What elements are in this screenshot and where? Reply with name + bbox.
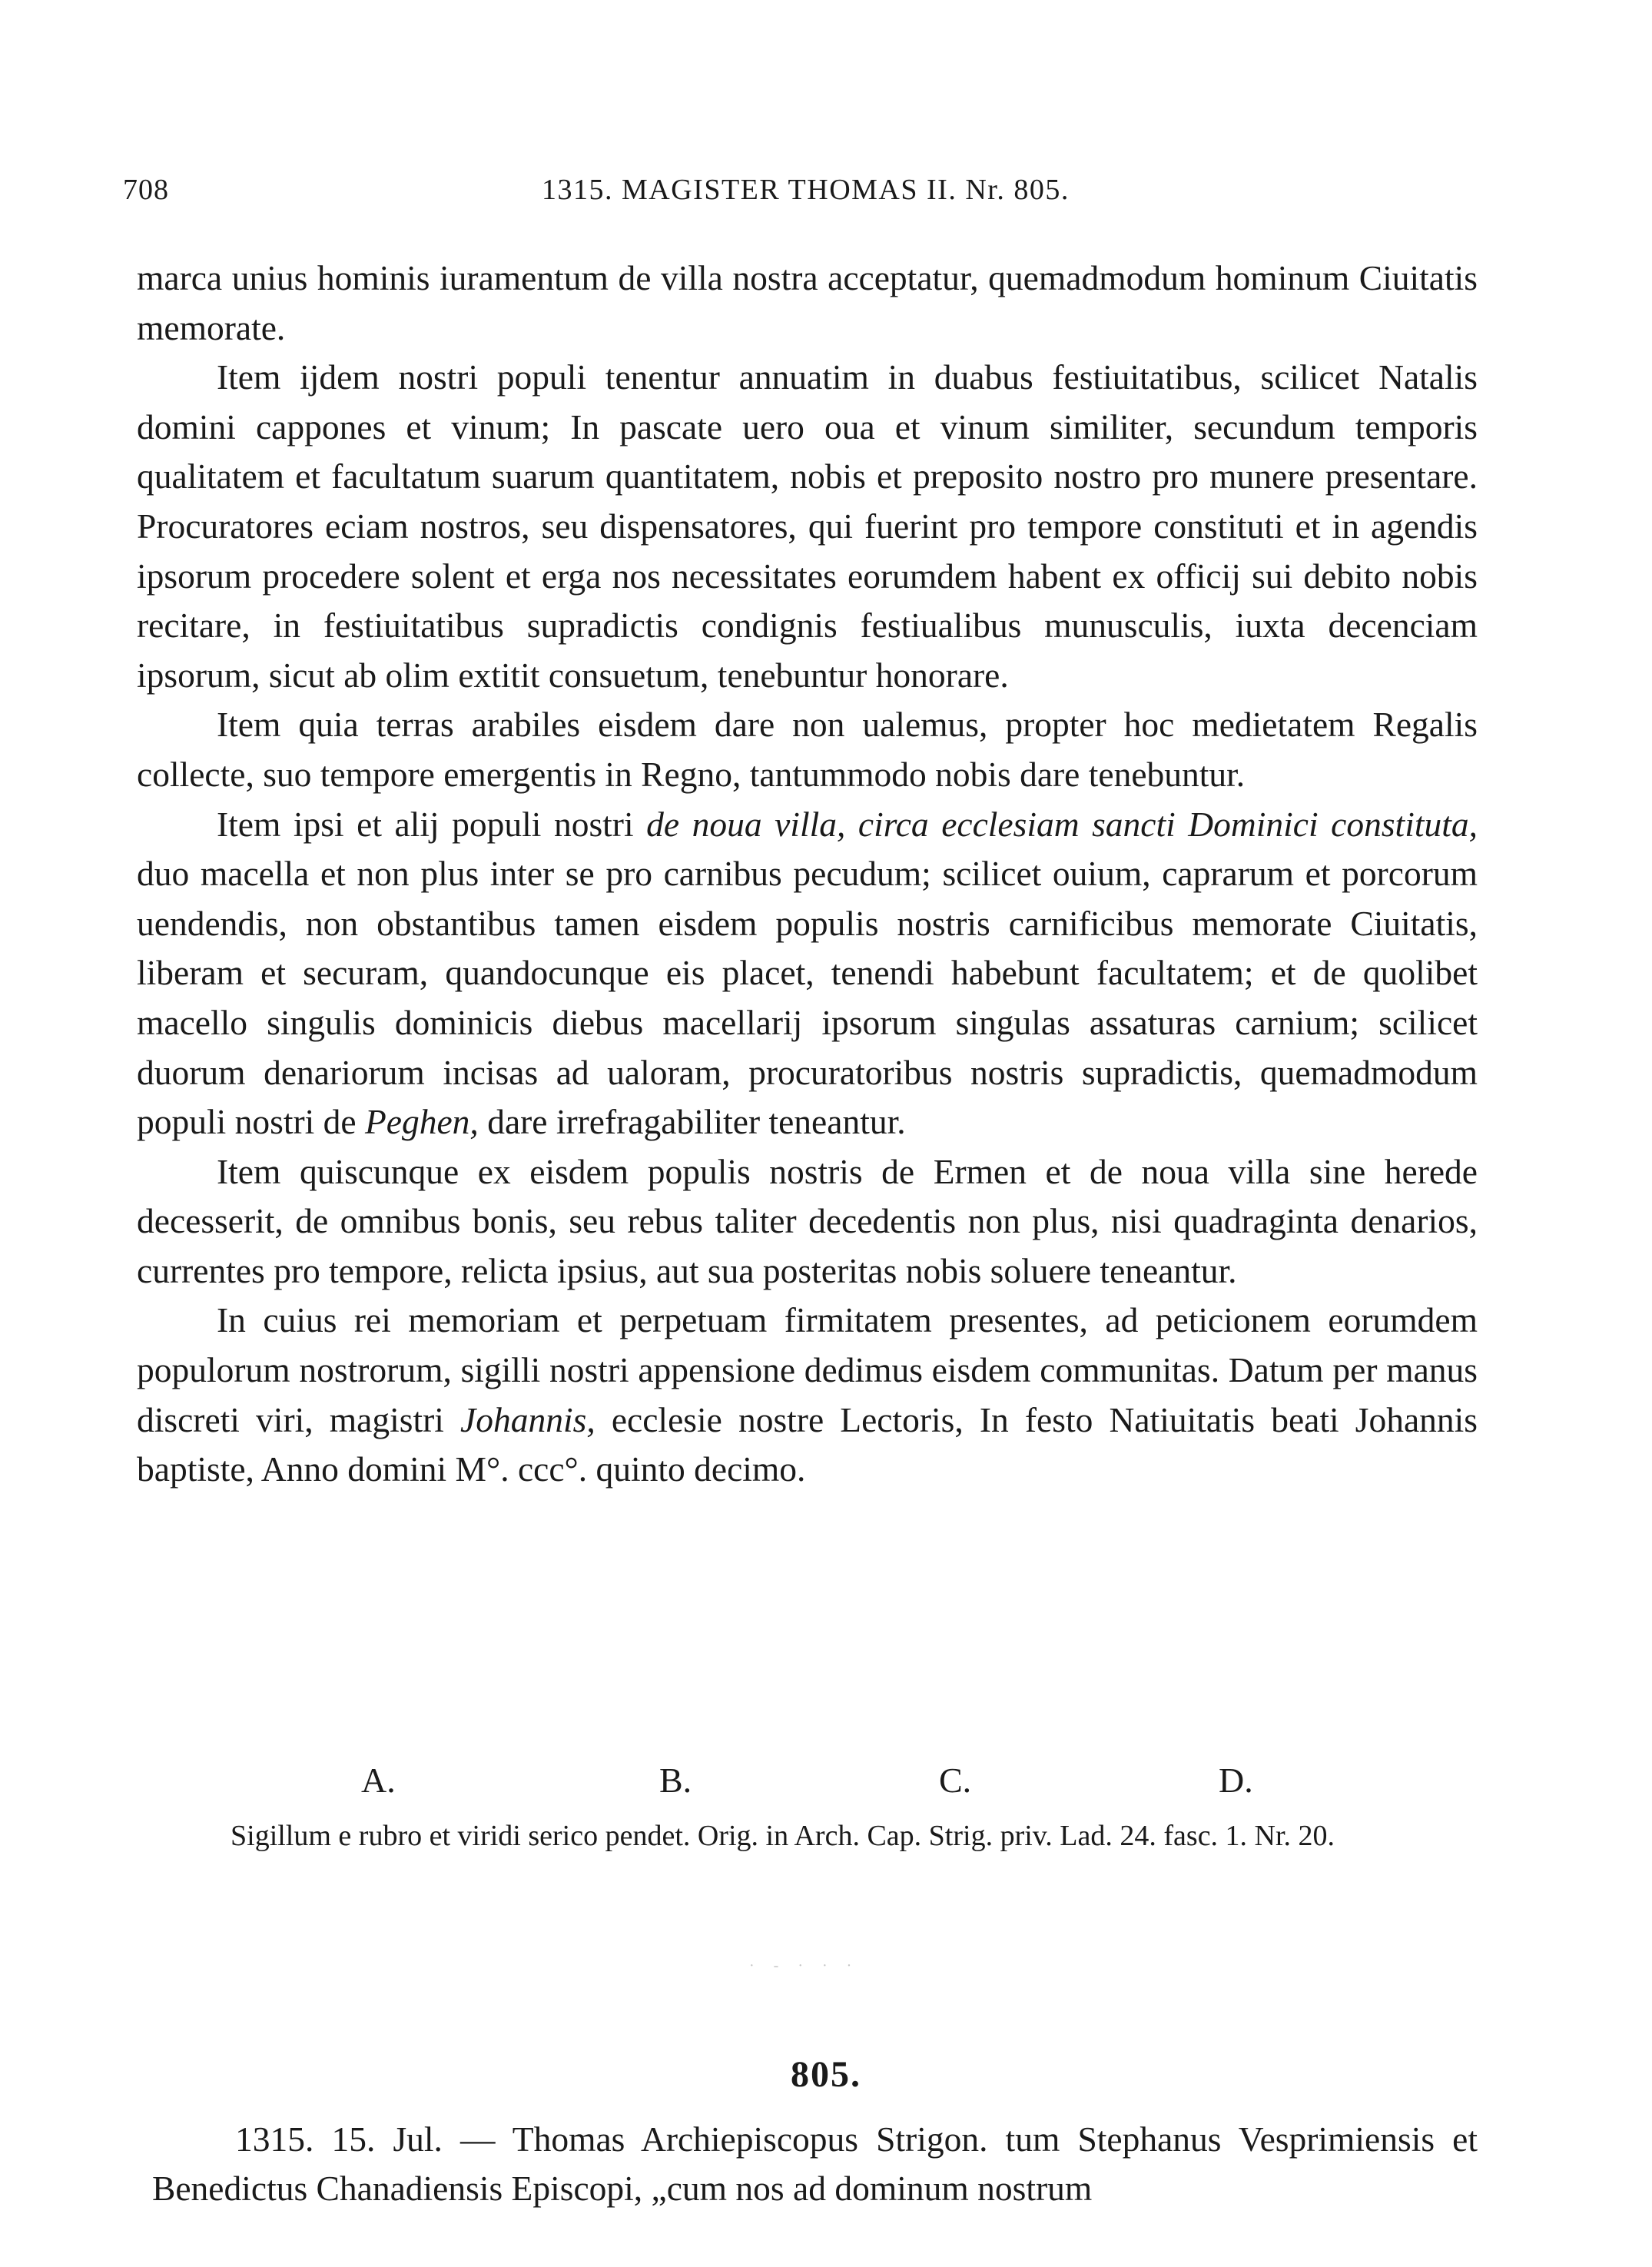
paragraph-1: marca unius hominis iuramentum de villa nostra acceptatur, quemadmodum hominum Ciuitatis memorate. — [137, 258, 1478, 347]
charter-text — [137, 254, 1478, 1495]
place-name-noua-villa: de noua villa, circa ecclesiam sancti Dominici constituta, — [646, 804, 1478, 844]
regest-text: 1315. 15. Jul. — Thomas Archiepiscopus Strigon. tum Stephanus Vesprimiensis et Benedictus Chanadiensis Episcopi, „cum nos ad dominum nostrum — [152, 2119, 1478, 2208]
page-header — [123, 173, 1475, 219]
source-note-text: Sigillum e rubro et viridi serico pendet. Orig. in Arch. Cap. Strig. priv. Lad. 24. fasc. 1. Nr. 20. — [231, 1820, 1335, 1852]
separator-marks: · - · · · — [749, 1957, 860, 1974]
siglum-d: D. — [1219, 1761, 1253, 1800]
paragraph-2: Item ijdem nostri populi tenentur annuatim in duabus festiuitatibus, scilicet Natalis domini cappones et vinum; In pascate uero oua et vinum similiter, secundum temporis qualitatem et facultatum suarum quantitatem, nobis et preposito nostro pro munere presentare. Procuratores eciam nostros, seu dispensatores, qui fuerint pro tempore constituti et in agendis ipsorum procedere solent et erga nos necessitates eorumdem habent ex officij sui debito nobis recitare, in festiuitatibus supradictis condignis festiualibus munusculis, iuxta decenciam ipsorum, sicut ab olim extitit consuetum, tenebuntur honorare. — [137, 357, 1478, 695]
siglum-b: B. — [659, 1761, 692, 1800]
paragraph-6-text-a: In cuius rei memoriam et perpetuam firmitatem presentes, ad peticionem eorumdem populorum nostrorum, sigilli nostri appensione dedimus eisdem communitas. Datum per manus discreti viri, magistri — [137, 1300, 1478, 1439]
paragraph-4-text-c: duo macella et non plus inter se pro carnibus pecudum; scilicet ouium, caprarum et porcorum uendendis, non obstantibus tamen eisdem populis nostris carnificibus memorate Ciuitatis, liberam et securam, quandocunque eis placet, tenendi habebunt facultatem; et de quolibet macello singulis dominicis diebus macellarij ipsorum singulas assaturas carnium; scilicet duorum denariorum incisas ad ualoram, procuratoribus nostris supradictis, quemadmodum populi nostri de — [137, 854, 1478, 1142]
document-number: 805. — [791, 2054, 861, 2095]
paragraph-5: Item quiscunque ex eisdem populis nostris de Ermen et de noua villa sine herede decesserit, de omnibus bonis, seu rebus taliter decedentis non plus, nisi quadraginta denarios, currentes pro tempore, relicta ipsius, aut sua posteritas nobis soluere teneantur. — [137, 1151, 1478, 1290]
paragraph-3: Item quia terras arabiles eisdem dare non ualemus, propter hoc medietatem Regalis collecte, suo tempore emergentis in Regno, tantummodo nobis dare tenebuntur. — [137, 705, 1478, 794]
paragraph-6-text-c: ecclesie nostre Lectoris, In festo Natiuitatis beati Johannis baptiste, Anno domini M°. ccc°. quinto decimo. — [137, 1399, 1478, 1489]
running-title: 1315. MAGISTER THOMAS II. Nr. 805. — [542, 174, 1070, 206]
source-note — [148, 1814, 1473, 1858]
paragraph-6 — [137, 1296, 1478, 1494]
page-number: 708 — [123, 174, 169, 206]
paragraph-4-text-a: Item ipsi et alij populi nostri — [217, 804, 647, 844]
person-name-johannis: Johannis, — [460, 1399, 595, 1439]
regest — [152, 2115, 1478, 2213]
siglum-a: A. — [361, 1761, 396, 1800]
paragraph-4 — [137, 800, 1478, 1147]
siglum-c: C. — [939, 1761, 972, 1800]
paragraph-4-text-e: dare irrefragabiliter teneantur. — [478, 1102, 906, 1142]
place-name-peghen: Peghen, — [365, 1102, 479, 1142]
